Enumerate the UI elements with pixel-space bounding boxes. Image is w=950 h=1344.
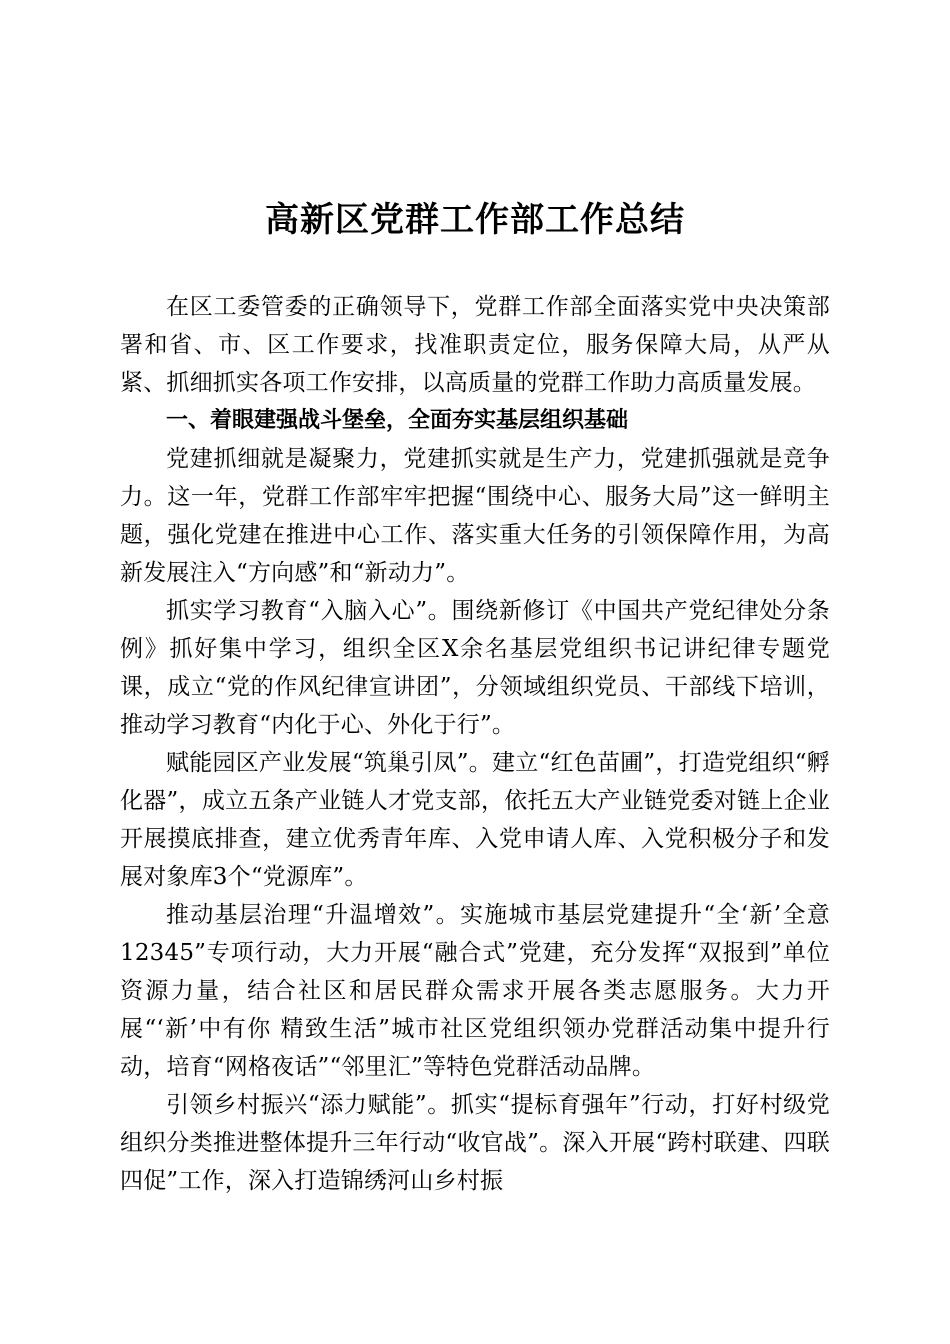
section-1-overview-paragraph: 党建抓细就是凝聚力，党建抓实就是生产力，党建抓强就是竞争力。这一年，党群工作部牢牢把握“围绕中心、服务大局”这一鲜明主题，强化党建在推进中心工作、落实重大任务的引领保障作用，为高新发展注入“方向感”和“新动力”。 [120,446,830,586]
rural-revitalization-paragraph: 引领乡村振兴“添力赋能”。抓实“提标育强年”行动，打好村级党组织分类推进整体提升三年行动“收官战”。深入开展“跨村联建、四联四促”工作，深入打造锦绣河山乡村振 [120,1092,830,1194]
industry-development-paragraph: 赋能园区产业发展“筑巢引凤”。建立“红色苗圃”，打造党组织“孵化器”，成立五条产业链人才党支部，依托五大产业链党委对链上企业开展摸底排查，建立优秀青年库、入党申请人库、入党积极分子和发展对象库3个“党源库”。 [120,750,830,890]
section-heading-1: 一、着眼建强战斗堡垒，全面夯实基层组织基础 [166,408,629,433]
study-education-paragraph: 抓实学习教育“入脑入心”。围绕新修订《中国共产党纪律处分条例》抓好集中学习，组织全区X余名基层党组织书记讲纪律专题党课，成立“党的作风纪律宣讲团”，分领域组织党员、干部线下培训，推动学习教育“内化于心、外化于行”。 [120,598,830,738]
document-body [120,288,830,1200]
grassroots-governance-paragraph: 推动基层治理“升温增效”。实施城市基层党建提升“全‘新’全意12345”专项行动，大力开展“融合式”党建，充分发挥“双报到”单位资源力量，结合社区和居民群众需求开展各类志愿服务。大力开展“‘新’中有你 精致生活”城市社区党组织领办党群活动集中提升行动，培育“网格夜话”“邻里汇”等特色党群活动品牌。 [120,902,830,1080]
document-title: 高新区党群工作部工作总结 [265,200,685,240]
intro-paragraph: 在区工委管委的正确领导下，党群工作部全面落实党中央决策部署和省、市、区工作要求，找准职责定位，服务保障大局，从严从紧、抓细抓实各项工作安排，以高质量的党群工作助力高质量发展。 [120,294,830,396]
